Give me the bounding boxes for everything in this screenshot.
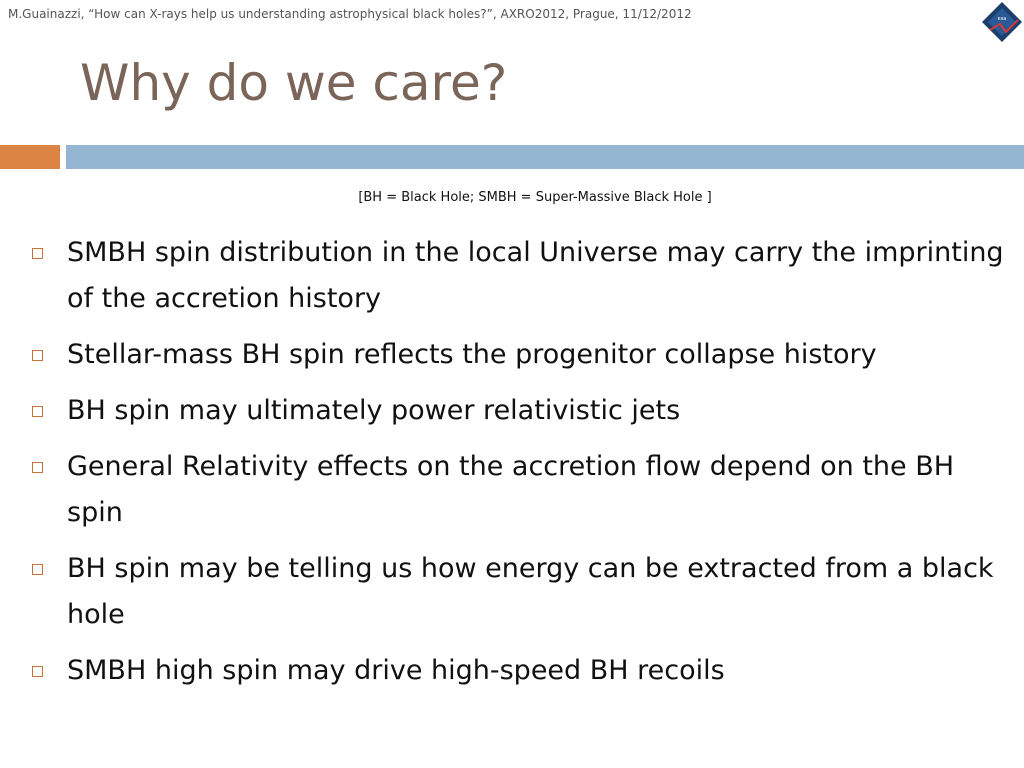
header-citation: M.Guainazzi, “How can X-rays help us understanding astrophysical black holes?”, AXRO2012, Prague, 11/12/2012 [8, 7, 692, 21]
bullet-text: General Relativity effects on the accretion flow depend on the BH spin [67, 451, 955, 528]
bullet-list [30, 230, 1010, 704]
list-item [30, 546, 1010, 638]
bullet-text: BH spin may ultimately power relativistic jets [67, 395, 681, 426]
bullet-text: BH spin may be telling us how energy can be extracted from a black hole [67, 553, 994, 630]
bullet-text: SMBH spin distribution in the local Universe may carry the imprinting of the accretion history [67, 237, 1004, 314]
abbreviation-note: [BH = Black Hole; SMBH = Super-Massive Black Hole ] [358, 190, 712, 205]
bullet-text: SMBH high spin may drive high-speed BH recoils [67, 655, 725, 686]
institution-logo [980, 0, 1024, 44]
square-bullet-icon [32, 666, 43, 677]
square-bullet-icon [32, 564, 43, 575]
list-item [30, 444, 1010, 536]
list-item [30, 332, 1010, 378]
list-item [30, 230, 1010, 322]
square-bullet-icon [32, 350, 43, 361]
bullet-text: Stellar-mass BH spin reflects the progenitor collapse history [67, 339, 877, 370]
accent-bar-orange [0, 145, 60, 169]
square-bullet-icon [32, 406, 43, 417]
slide-title: Why do we care? [80, 54, 508, 112]
svg-text:esa: esa [997, 16, 1007, 22]
list-item [30, 388, 1010, 434]
accent-bar-blue [66, 145, 1024, 169]
list-item [30, 648, 1010, 694]
square-bullet-icon [32, 462, 43, 473]
square-bullet-icon [32, 248, 43, 259]
